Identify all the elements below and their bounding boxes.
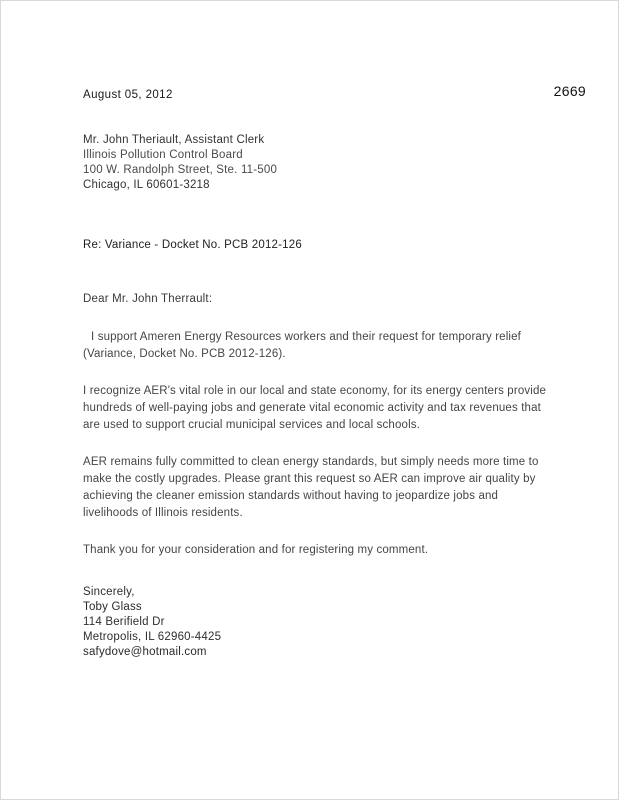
subject-line: Re: Variance - Docket No. PCB 2012-126 bbox=[83, 239, 302, 251]
signer-city-state-zip: Metropolis, IL 62960-4425 bbox=[83, 631, 222, 643]
letter-body bbox=[83, 87, 548, 660]
paragraph: Thank you for your consideration and for registering my comment. bbox=[83, 544, 429, 556]
address-line: Chicago, IL 60601-3218 bbox=[83, 179, 210, 191]
closing-salutation: Sincerely, bbox=[83, 586, 135, 598]
recipient-address bbox=[83, 133, 548, 193]
signature-block bbox=[83, 585, 548, 660]
page-number: 2669 bbox=[553, 83, 586, 99]
address-line: Mr. John Theriault, Assistant Clerk bbox=[83, 134, 265, 146]
paragraph: AER remains fully committed to clean energy standards, but simply needs more time to make the costly upgrades. Please grant this request so AER can improve air quality by achieving the cleaner emission standards without having to jeopardize jobs and livelihoods of Illinois residents. bbox=[83, 456, 539, 519]
address-line: Illinois Pollution Control Board bbox=[83, 149, 243, 161]
paragraph: I support Ameren Energy Resources workers and their request for temporary relief (Variance, Docket No. PCB 2012-126). bbox=[83, 331, 522, 360]
address-line: 100 W. Randolph Street, Ste. 11-500 bbox=[83, 164, 278, 176]
signer-street: 114 Berifield Dr bbox=[83, 616, 165, 628]
salutation: Dear Mr. John Therrault: bbox=[83, 293, 213, 305]
signer-email: safydove@hotmail.com bbox=[83, 646, 207, 658]
paragraph: I recognize AER's vital role in our local and state economy, for its energy centers provide hundreds of well-paying jobs and generate vital economic activity and tax revenues that are used to support crucial municipal services and local schools. bbox=[83, 385, 547, 431]
signer-name: Toby Glass bbox=[83, 601, 142, 613]
letter-date: August 05, 2012 bbox=[83, 89, 173, 101]
